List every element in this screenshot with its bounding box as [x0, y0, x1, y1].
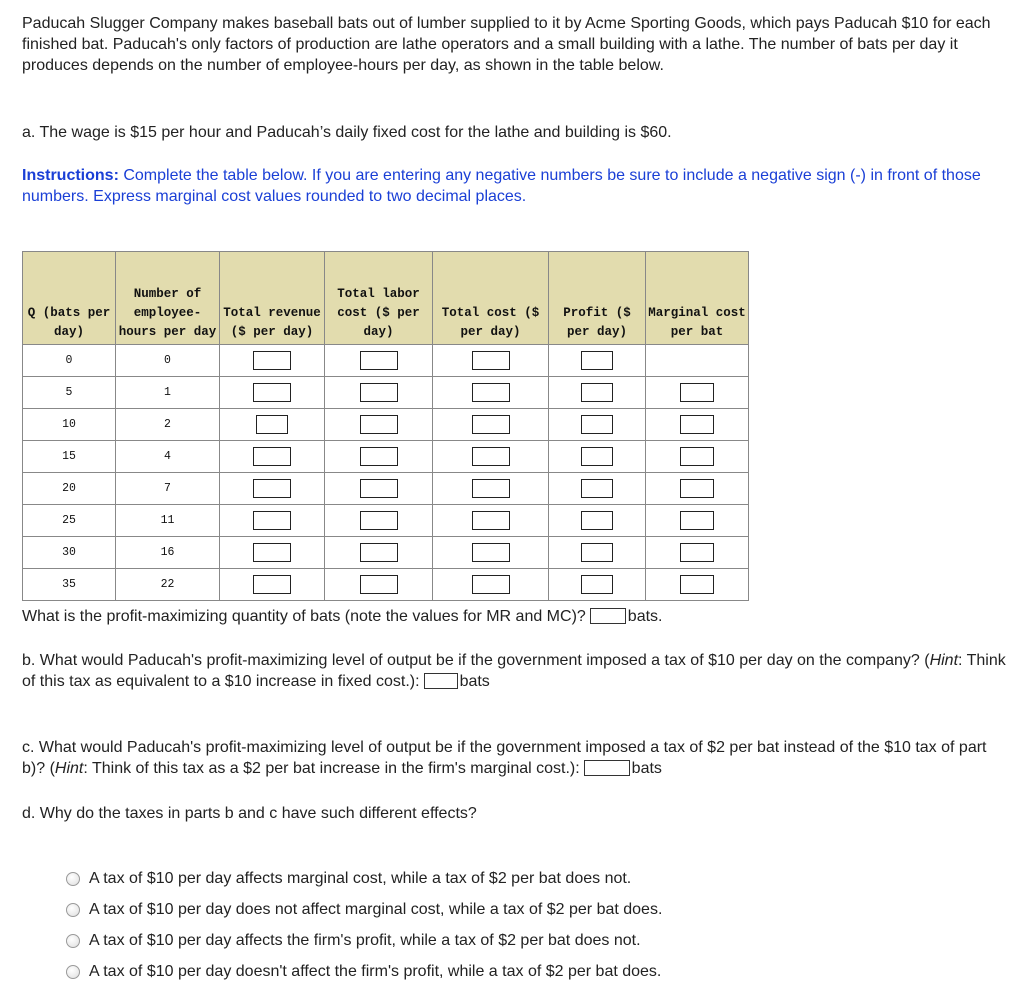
total-revenue-input[interactable] [253, 479, 291, 498]
cell-hours: 22 [116, 569, 220, 601]
marginal-cost-input[interactable] [680, 447, 714, 466]
marginal-cost-input[interactable] [680, 511, 714, 530]
marginal-cost-input[interactable] [680, 575, 714, 594]
labor-cost-input[interactable] [360, 415, 398, 434]
labor-cost-input[interactable] [360, 543, 398, 562]
header-hours: Number of employee-hours per day [116, 252, 220, 345]
labor-cost-input[interactable] [360, 575, 398, 594]
instructions-label: Instructions: [22, 167, 119, 184]
table-header-row [23, 252, 749, 345]
question-profit-max-unit: bats. [627, 608, 663, 625]
marginal-cost-input[interactable] [680, 543, 714, 562]
problem-intro: Paducah Slugger Company makes baseball bats out of lumber supplied to it by Acme Sporting Goods, which pays Paducah $10 for each finished bat. Paducah's only factors of production are lathe operators and a small building with a lathe. The number of bats per day it produces depends on the number of employee-hours per day, as shown in the table below. [22, 15, 991, 74]
cell-q: 15 [23, 441, 116, 473]
cell-hours: 16 [116, 537, 220, 569]
cell-hours: 11 [116, 505, 220, 537]
question-c [22, 737, 1012, 779]
cell-hours: 1 [116, 377, 220, 409]
total-cost-input[interactable] [472, 575, 510, 594]
header-profit: Profit ($ per day) [549, 252, 646, 345]
profit-input[interactable] [581, 383, 613, 402]
total-cost-input[interactable] [472, 415, 510, 434]
table-row [23, 537, 749, 569]
cell-hours: 0 [116, 345, 220, 377]
question-b-pre: b. What would Paducah's profit-maximizing level of output be if the government imposed a tax of $10 per day on the company? ( [22, 652, 930, 669]
answer-option[interactable] [66, 925, 662, 956]
cell-hours: 7 [116, 473, 220, 505]
profit-input[interactable] [581, 351, 613, 370]
cell-q: 30 [23, 537, 116, 569]
profit-input[interactable] [581, 543, 613, 562]
labor-cost-input[interactable] [360, 479, 398, 498]
radio-button[interactable] [66, 903, 80, 917]
question-b-input[interactable] [424, 673, 458, 689]
answer-option-label: A tax of $10 per day affects marginal cost, while a tax of $2 per bat does not. [89, 869, 632, 887]
table-row [23, 409, 749, 441]
total-revenue-input[interactable] [253, 351, 291, 370]
table-row [23, 473, 749, 505]
question-profit-max [22, 606, 662, 627]
header-labor-cost: Total labor cost ($ per day) [325, 252, 433, 345]
marginal-cost-input[interactable] [680, 383, 714, 402]
marginal-cost-input[interactable] [680, 415, 714, 434]
header-marginal-cost: Marginal cost per bat [646, 252, 749, 345]
cost-table [22, 251, 749, 601]
header-total-cost: Total cost ($ per day) [433, 252, 549, 345]
labor-cost-input[interactable] [360, 351, 398, 370]
question-b-unit: bats [459, 673, 490, 690]
profit-input[interactable] [581, 479, 613, 498]
question-profit-max-text: What is the profit-maximizing quantity of bats (note the values for MR and MC)? [22, 608, 586, 625]
marginal-cost-input[interactable] [680, 479, 714, 498]
total-revenue-input[interactable] [256, 415, 288, 434]
radio-button[interactable] [66, 934, 80, 948]
question-c-unit: bats [631, 760, 662, 777]
header-q: Q (bats per day) [23, 252, 116, 345]
cell-q: 0 [23, 345, 116, 377]
answer-options [66, 863, 662, 987]
total-revenue-input[interactable] [253, 575, 291, 594]
table-row [23, 569, 749, 601]
total-cost-input[interactable] [472, 511, 510, 530]
cell-q: 10 [23, 409, 116, 441]
question-b-hint: Hint [929, 652, 959, 669]
instructions [22, 165, 1012, 207]
question-c-input[interactable] [584, 760, 630, 776]
table-row [23, 505, 749, 537]
answer-option[interactable] [66, 894, 662, 925]
cell-q: 20 [23, 473, 116, 505]
cell-q: 5 [23, 377, 116, 409]
question-b [22, 650, 1012, 692]
cell-q: 35 [23, 569, 116, 601]
total-cost-input[interactable] [472, 543, 510, 562]
table-row [23, 441, 749, 473]
table-row [23, 377, 749, 409]
question-b-post: : Think of this tax as equivalent to a $10 increase in fixed cost.): [22, 652, 1006, 690]
profit-input[interactable] [581, 511, 613, 530]
cell-hours: 4 [116, 441, 220, 473]
radio-button[interactable] [66, 872, 80, 886]
labor-cost-input[interactable] [360, 447, 398, 466]
cell-q: 25 [23, 505, 116, 537]
header-total-revenue: Total revenue ($ per day) [220, 252, 325, 345]
total-cost-input[interactable] [472, 447, 510, 466]
question-c-hint: Hint [54, 760, 84, 777]
radio-button[interactable] [66, 965, 80, 979]
question-c-pre: c. What would Paducah's profit-maximizing level of output be if the government imposed a tax of $2 per bat instead of the $10 tax of part b)? ( [22, 739, 987, 777]
answer-option-label: A tax of $10 per day affects the firm's profit, while a tax of $2 per bat does not. [89, 931, 641, 949]
answer-option[interactable] [66, 956, 662, 987]
total-revenue-input[interactable] [253, 383, 291, 402]
instructions-text: Complete the table below. If you are entering any negative numbers be sure to include a negative sign (-) in front of those numbers. Express marginal cost values rounded to two decimal places. [22, 167, 981, 205]
answer-option[interactable] [66, 863, 662, 894]
total-revenue-input[interactable] [253, 511, 291, 530]
profit-input[interactable] [581, 415, 613, 434]
total-revenue-input[interactable] [253, 447, 291, 466]
total-cost-input[interactable] [472, 479, 510, 498]
total-revenue-input[interactable] [253, 543, 291, 562]
cell-hours: 2 [116, 409, 220, 441]
answer-option-label: A tax of $10 per day doesn't affect the firm's profit, while a tax of $2 per bat does. [89, 962, 662, 980]
labor-cost-input[interactable] [360, 383, 398, 402]
profit-input[interactable] [581, 575, 613, 594]
answer-option-label: A tax of $10 per day does not affect marginal cost, while a tax of $2 per bat does. [89, 900, 663, 918]
labor-cost-input[interactable] [360, 511, 398, 530]
question-d: d. Why do the taxes in parts b and c have such different effects? [22, 805, 477, 822]
table-row [23, 345, 749, 377]
question-c-post: : Think of this tax as a $2 per bat increase in the firm's marginal cost.): [83, 760, 580, 777]
profit-max-quantity-input[interactable] [590, 608, 626, 624]
part-a-text: a. The wage is $15 per hour and Paducah’s daily fixed cost for the lathe and building is $60. [22, 124, 672, 141]
total-cost-input[interactable] [472, 351, 510, 370]
total-cost-input[interactable] [472, 383, 510, 402]
marginal-cost-empty [646, 345, 749, 377]
profit-input[interactable] [581, 447, 613, 466]
